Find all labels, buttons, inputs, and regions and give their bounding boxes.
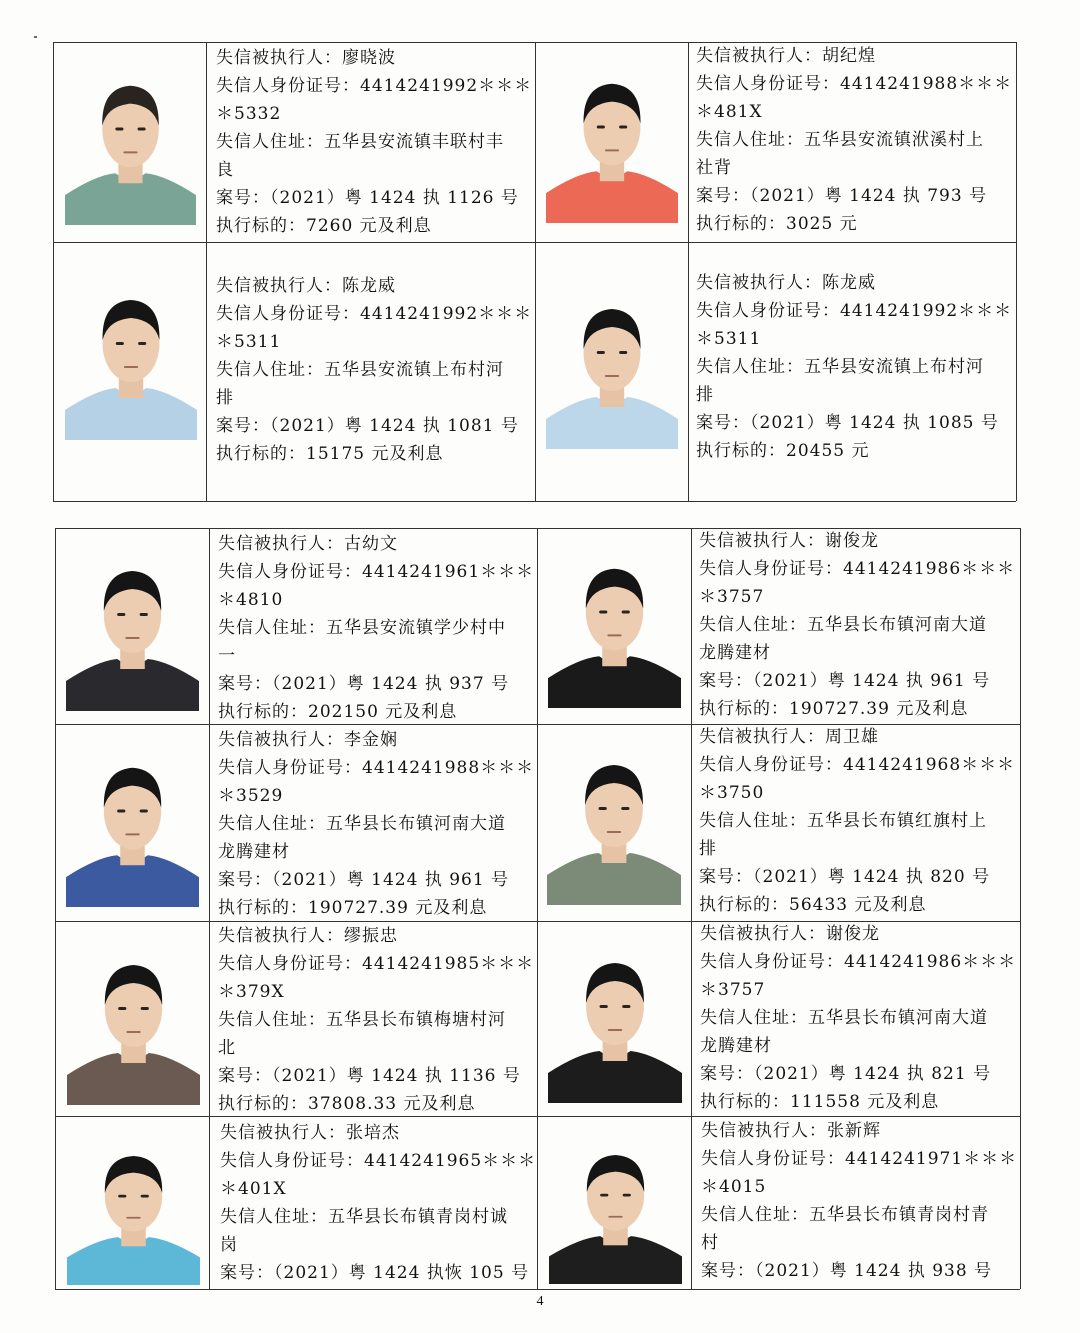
execution-amount: 执行标的：190727.39 元及利息 <box>699 699 969 719</box>
id-number: 失信人身份证号：4414241986＊＊＊ <box>699 559 1016 579</box>
case-number: 案号：（2021）粤 1424 执 937 号 <box>218 674 510 694</box>
defaulter-name: 失信被执行人：周卫雄 <box>699 727 879 747</box>
address: 失信人住址：五华县安流镇上布村河 <box>696 357 984 377</box>
id-number-cont: ＊5311 <box>696 329 762 349</box>
address: 失信人住址：五华县安流镇学少村中 <box>218 618 506 638</box>
record-text <box>699 527 1015 723</box>
execution-amount: 执行标的：190727.39 元及利息 <box>218 898 488 918</box>
page-number: 4 <box>536 1294 544 1309</box>
case-number: 案号：（2021）粤 1424 执 961 号 <box>699 671 991 691</box>
defaulter-name: 失信被执行人：古幼文 <box>218 534 398 554</box>
id-number: 失信人身份证号：4414241992＊＊＊ <box>216 76 533 96</box>
id-number: 失信人身份证号：4414241968＊＊＊ <box>699 755 1016 775</box>
address: 失信人住址：五华县安流镇丰联村丰 <box>216 132 504 152</box>
record-text <box>218 922 534 1118</box>
id-number: 失信人身份证号：4414241992＊＊＊ <box>216 304 533 324</box>
execution-amount: 执行标的：56433 元及利息 <box>699 895 927 915</box>
id-number-cont: ＊5332 <box>216 104 282 124</box>
id-number-cont: ＊3529 <box>218 786 284 806</box>
id-number-cont: ＊379X <box>218 982 285 1002</box>
portrait-photo <box>65 48 196 225</box>
address: 失信人住址：五华县长布镇红旗村上 <box>699 811 987 831</box>
portrait-photo <box>66 533 199 711</box>
address: 失信人住址：五华县安流镇上布村河 <box>216 360 504 380</box>
address-cont: 排 <box>699 839 717 859</box>
portrait-photo <box>546 46 678 223</box>
defaulter-name: 失信被执行人：廖晓波 <box>216 48 396 68</box>
case-number: 案号：（2021）粤 1424 执 821 号 <box>700 1064 992 1084</box>
record-text <box>700 920 1016 1116</box>
portrait-photo <box>546 271 678 449</box>
defaulter-name: 失信被执行人：胡纪煌 <box>696 46 876 66</box>
id-number-cont: ＊401X <box>220 1179 287 1199</box>
execution-amount: 执行标的：7260 元及利息 <box>216 216 432 236</box>
case-number: 案号：（2021）粤 1424 执 1136 号 <box>218 1066 521 1086</box>
case-number: 案号：（2021）粤 1424 执 1085 号 <box>696 413 999 433</box>
id-number-cont: ＊3757 <box>699 587 765 607</box>
id-number: 失信人身份证号：4414241988＊＊＊ <box>696 74 1013 94</box>
portrait-photo <box>547 727 681 905</box>
address: 失信人住址：五华县长布镇河南大道 <box>218 814 506 834</box>
address-cont: 村 <box>701 1233 719 1253</box>
defaulter-name: 失信被执行人：谢俊龙 <box>700 924 880 944</box>
address-cont: 岗 <box>220 1235 238 1255</box>
address: 失信人住址：五华县长布镇青岗村诚 <box>220 1207 508 1227</box>
address-cont: 龙腾建材 <box>700 1036 772 1056</box>
portrait-photo <box>67 1121 200 1285</box>
defaulter-name: 失信被执行人：张新辉 <box>701 1121 881 1141</box>
execution-amount: 执行标的：111558 元及利息 <box>700 1092 940 1112</box>
address: 失信人住址：五华县长布镇青岗村青 <box>701 1205 989 1225</box>
case-number: 案号：（2021）粤 1424 执 938 号 <box>701 1261 993 1281</box>
execution-amount: 执行标的：202150 元及利息 <box>218 702 458 722</box>
record-text <box>216 272 532 468</box>
portrait-photo <box>65 262 197 440</box>
id-number: 失信人身份证号：4414241986＊＊＊ <box>700 952 1017 972</box>
id-number-cont: ＊3750 <box>699 783 765 803</box>
address-cont: 一 <box>218 646 236 666</box>
address: 失信人住址：五华县长布镇河南大道 <box>700 1008 988 1028</box>
portrait-photo <box>549 1120 682 1284</box>
record-text <box>696 42 1012 238</box>
execution-amount: 执行标的：15175 元及利息 <box>216 444 444 464</box>
record-text <box>701 1117 1017 1285</box>
case-number: 案号：（2021）粤 1424 执 1081 号 <box>216 416 519 436</box>
address: 失信人住址：五华县长布镇河南大道 <box>699 615 987 635</box>
execution-amount: 执行标的：20455 元 <box>696 441 870 461</box>
address: 失信人住址：五华县长布镇梅塘村河 <box>218 1010 506 1030</box>
address: 失信人住址：五华县安流镇洑溪村上 <box>696 130 984 150</box>
defaulter-name: 失信被执行人：陈龙威 <box>216 276 396 296</box>
record-text <box>696 269 1012 465</box>
portrait-photo <box>66 730 199 907</box>
address-cont: 龙腾建材 <box>218 842 290 862</box>
execution-amount: 执行标的：3025 元 <box>696 214 858 234</box>
portrait-photo <box>67 927 200 1105</box>
record-text <box>218 726 534 922</box>
record-text <box>220 1119 536 1287</box>
id-number: 失信人身份证号：4414241965＊＊＊ <box>220 1151 537 1171</box>
address-cont: 排 <box>216 388 234 408</box>
defaulter-name: 失信被执行人：陈龙威 <box>696 273 876 293</box>
id-number-cont: ＊4015 <box>701 1177 767 1197</box>
case-number: 案号：（2021）粤 1424 执 793 号 <box>696 186 988 206</box>
address-cont: 社背 <box>696 158 732 178</box>
address-cont: 龙腾建材 <box>699 643 771 663</box>
id-number-cont: ＊3757 <box>700 980 766 1000</box>
address-cont: 良 <box>216 160 234 180</box>
defaulter-name: 失信被执行人：谢俊龙 <box>699 531 879 551</box>
record-text <box>699 723 1015 919</box>
id-number: 失信人身份证号：4414241961＊＊＊ <box>218 562 535 582</box>
record-text <box>216 44 532 240</box>
defaulter-name: 失信被执行人：缪振忠 <box>218 926 398 946</box>
id-number-cont: ＊481X <box>696 102 763 122</box>
id-number: 失信人身份证号：4414241985＊＊＊ <box>218 954 535 974</box>
scan-speck <box>34 36 37 38</box>
case-number: 案号：（2021）粤 1424 执 820 号 <box>699 867 991 887</box>
id-number: 失信人身份证号：4414241992＊＊＊ <box>696 301 1013 321</box>
id-number-cont: ＊5311 <box>216 332 282 352</box>
address-cont: 北 <box>218 1038 236 1058</box>
defaulter-name: 失信被执行人：张培杰 <box>220 1123 400 1143</box>
execution-amount: 执行标的：37808.33 元及利息 <box>218 1094 476 1114</box>
record-text <box>218 530 534 726</box>
portrait-photo <box>548 531 681 708</box>
id-number: 失信人身份证号：4414241988＊＊＊ <box>218 758 535 778</box>
defaulter-name: 失信被执行人：李金娴 <box>218 730 398 750</box>
id-number: 失信人身份证号：4414241971＊＊＊ <box>701 1149 1018 1169</box>
case-number: 案号：（2021）粤 1424 执恢 105 号 <box>220 1263 530 1283</box>
address-cont: 排 <box>696 385 714 405</box>
id-number-cont: ＊4810 <box>218 590 284 610</box>
case-number: 案号：（2021）粤 1424 执 1126 号 <box>216 188 519 208</box>
case-number: 案号：（2021）粤 1424 执 961 号 <box>218 870 510 890</box>
portrait-photo <box>548 925 682 1103</box>
